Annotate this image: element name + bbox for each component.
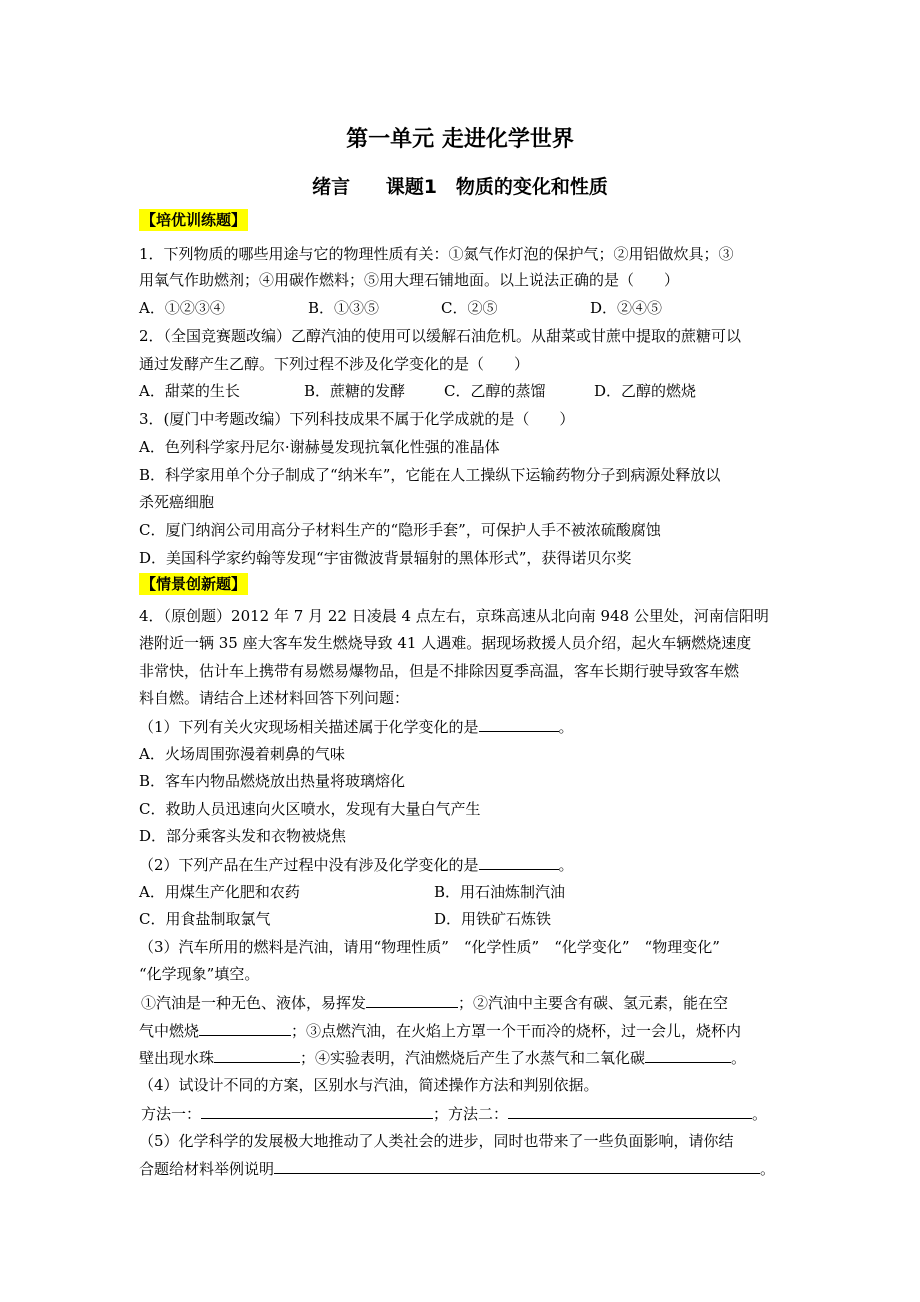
q1-stem-line1: 1．下列物质的哪些用途与它的物理性质有关：①氮气作灯泡的保护气；②用铝做炊具；③ xyxy=(139,245,734,263)
q4-part2-option-b: B．用石油炼制汽油 xyxy=(434,883,566,901)
q4-part1-end: 。 xyxy=(558,718,574,736)
q4-part3-line5 xyxy=(139,1047,799,1068)
answer-blank[interactable] xyxy=(479,716,559,732)
section-tag-training: 【培优训练题】 xyxy=(141,211,247,229)
q4-part1-option-a: A．火场周围弥漫着刺鼻的气味 xyxy=(139,745,345,763)
answer-blank[interactable] xyxy=(645,1047,731,1063)
q2-option-b: B．蔗糖的发酵 xyxy=(304,382,406,400)
q4-part3-text-d: ；③点燃汽油，在火焰上方罩一个干而冷的烧杯，过一会儿，烧杯内 xyxy=(291,1022,742,1040)
q4-part5-text: 合题给材料举例说明 xyxy=(139,1160,275,1178)
q4-part3-text-f: ；④实验表明，汽油燃烧后产生了水蒸气和二氧化碳 xyxy=(300,1049,646,1067)
answer-blank[interactable] xyxy=(199,1020,291,1036)
q4-part5-line1: （5）化学科学的发展极大地推动了人类社会的进步，同时也带来了一些负面影响，请你结 xyxy=(139,1132,734,1150)
q4-part3-line4 xyxy=(139,1020,799,1041)
q4-part4-prompt: （4）试设计不同的方案，区别水与汽油，简述操作方法和判别依据。 xyxy=(139,1076,599,1094)
lesson-title: 绪言 课题1 物质的变化和性质 xyxy=(312,176,608,198)
answer-blank[interactable] xyxy=(201,1103,433,1119)
q4-part1-option-c: C．救助人员迅速向火区喷水，发现有大量白气产生 xyxy=(139,800,481,818)
answer-blank[interactable] xyxy=(214,1047,300,1063)
method-one-label: 方法一： xyxy=(141,1105,202,1123)
q4-part1-option-b: B．客车内物品燃烧放出热量将玻璃熔化 xyxy=(139,772,406,790)
q2-stem-line1: 2．（全国竞赛题改编）乙醇汽油的使用可以缓解石油危机。从甜菜或甘蔗中提取的蔗糖可以 xyxy=(139,327,742,345)
q2-option-c: C．乙醇的蒸馏 xyxy=(444,382,546,400)
q4-part3-line1: （3）汽车所用的燃料是汽油，请用“物理性质” “化学性质” “化学变化” “物理变化” xyxy=(139,938,720,956)
answer-blank[interactable] xyxy=(366,992,458,1008)
q4-part3-text-c: 气中燃烧 xyxy=(139,1022,200,1040)
q4-stem-line4: 料自燃。请结合上述材料回答下列问题： xyxy=(139,689,410,707)
q1-stem-line2: 用氧气作助燃剂；④用碳作燃料；⑤用大理石铺地面。以上说法正确的是（ ） xyxy=(139,271,680,289)
q4-part1-option-d: D．部分乘客头发和衣物被烧焦 xyxy=(139,827,347,845)
q3-stem: 3．(厦门中考题改编）下列科技成果不属于化学成就的是（ ） xyxy=(139,410,575,428)
q4-part2-option-d: D．用铁矿石炼铁 xyxy=(434,910,552,928)
q3-option-b-line2: 杀死癌细胞 xyxy=(139,493,215,511)
q4-part5-end: 。 xyxy=(760,1160,776,1178)
answer-blank[interactable] xyxy=(479,854,559,870)
q4-part1-prompt xyxy=(139,716,799,737)
q3-option-a: A．色列科学家丹尼尔·谢赫曼发现抗氧化性强的准晶体 xyxy=(139,438,500,456)
q4-part3-end: 。 xyxy=(731,1049,747,1067)
q4-part2-option-c: C．用食盐制取氯气 xyxy=(139,910,271,928)
unit-title: 第一单元 走进化学世界 xyxy=(346,127,574,152)
q1-option-a: A．①②③④ xyxy=(139,299,225,317)
q4-part3-line2: “化学现象”填空。 xyxy=(139,965,260,983)
q4-part2-end: 。 xyxy=(558,856,574,874)
q2-stem-line2: 通过发酵产生乙醇。下列过程不涉及化学变化的是（ ） xyxy=(139,355,530,373)
q3-option-d: D．美国科学家约翰等发现“宇宙微波背景辐射的黑体形式”，获得诺贝尔奖 xyxy=(139,549,632,567)
q4-part1-text: （1）下列有关火灾现场相关描述属于化学变化的是 xyxy=(139,718,479,736)
method-two-label: ；方法二： xyxy=(433,1105,509,1123)
q4-stem-line3: 非常快，估计车上携带有易燃易爆物品，但是不排除因夏季高温，客车长期行驶导致客车燃 xyxy=(139,662,740,680)
q1-option-c: C．②⑤ xyxy=(441,299,498,317)
q4-part2-option-a: A．用煤生产化肥和农药 xyxy=(139,883,300,901)
q4-stem-line2: 港附近一辆 35 座大客车发生燃烧导致 41 人遇难。据现场救援人员介绍，起火车辆燃烧速度 xyxy=(139,634,752,652)
q2-option-d: D．乙醇的燃烧 xyxy=(594,382,697,400)
q4-part3-line3 xyxy=(141,992,801,1013)
q1-option-b: B．①③⑤ xyxy=(308,299,380,317)
q4-part5-line2 xyxy=(139,1158,799,1179)
q4-part4-end: 。 xyxy=(752,1105,768,1123)
q2-option-a: A．甜菜的生长 xyxy=(139,382,240,400)
section-tag-scenario: 【情景创新题】 xyxy=(141,575,247,593)
q4-stem-line1: 4．（原创题）2012 年 7 月 22 日凌晨 4 点左右，京珠高速从北向南 948 公里处，河南信阳明 xyxy=(139,607,769,625)
q4-part2-prompt xyxy=(139,854,799,875)
q4-part2-text: （2）下列产品在生产过程中没有涉及化学变化的是 xyxy=(139,856,479,874)
q4-part3-text-b: ；②汽油中主要含有碳、氢元素，能在空 xyxy=(458,994,729,1012)
q4-part4-methods xyxy=(141,1103,801,1124)
q3-option-b-line1: B．科学家用单个分子制成了“纳米车”，它能在人工操纵下运输药物分子到病源处释放以 xyxy=(139,466,721,484)
answer-blank[interactable] xyxy=(508,1103,752,1119)
answer-blank[interactable] xyxy=(274,1158,760,1174)
q4-part3-text-a: ①汽油是一种无色、液体，易挥发 xyxy=(141,994,367,1012)
q1-option-d: D．②④⑤ xyxy=(590,299,663,317)
q4-part3-text-e: 壁出现水珠 xyxy=(139,1049,215,1067)
q3-option-c: C．厦门纳润公司用高分子材料生产的“隐形手套”，可保护人手不被浓硫酸腐蚀 xyxy=(139,521,661,539)
